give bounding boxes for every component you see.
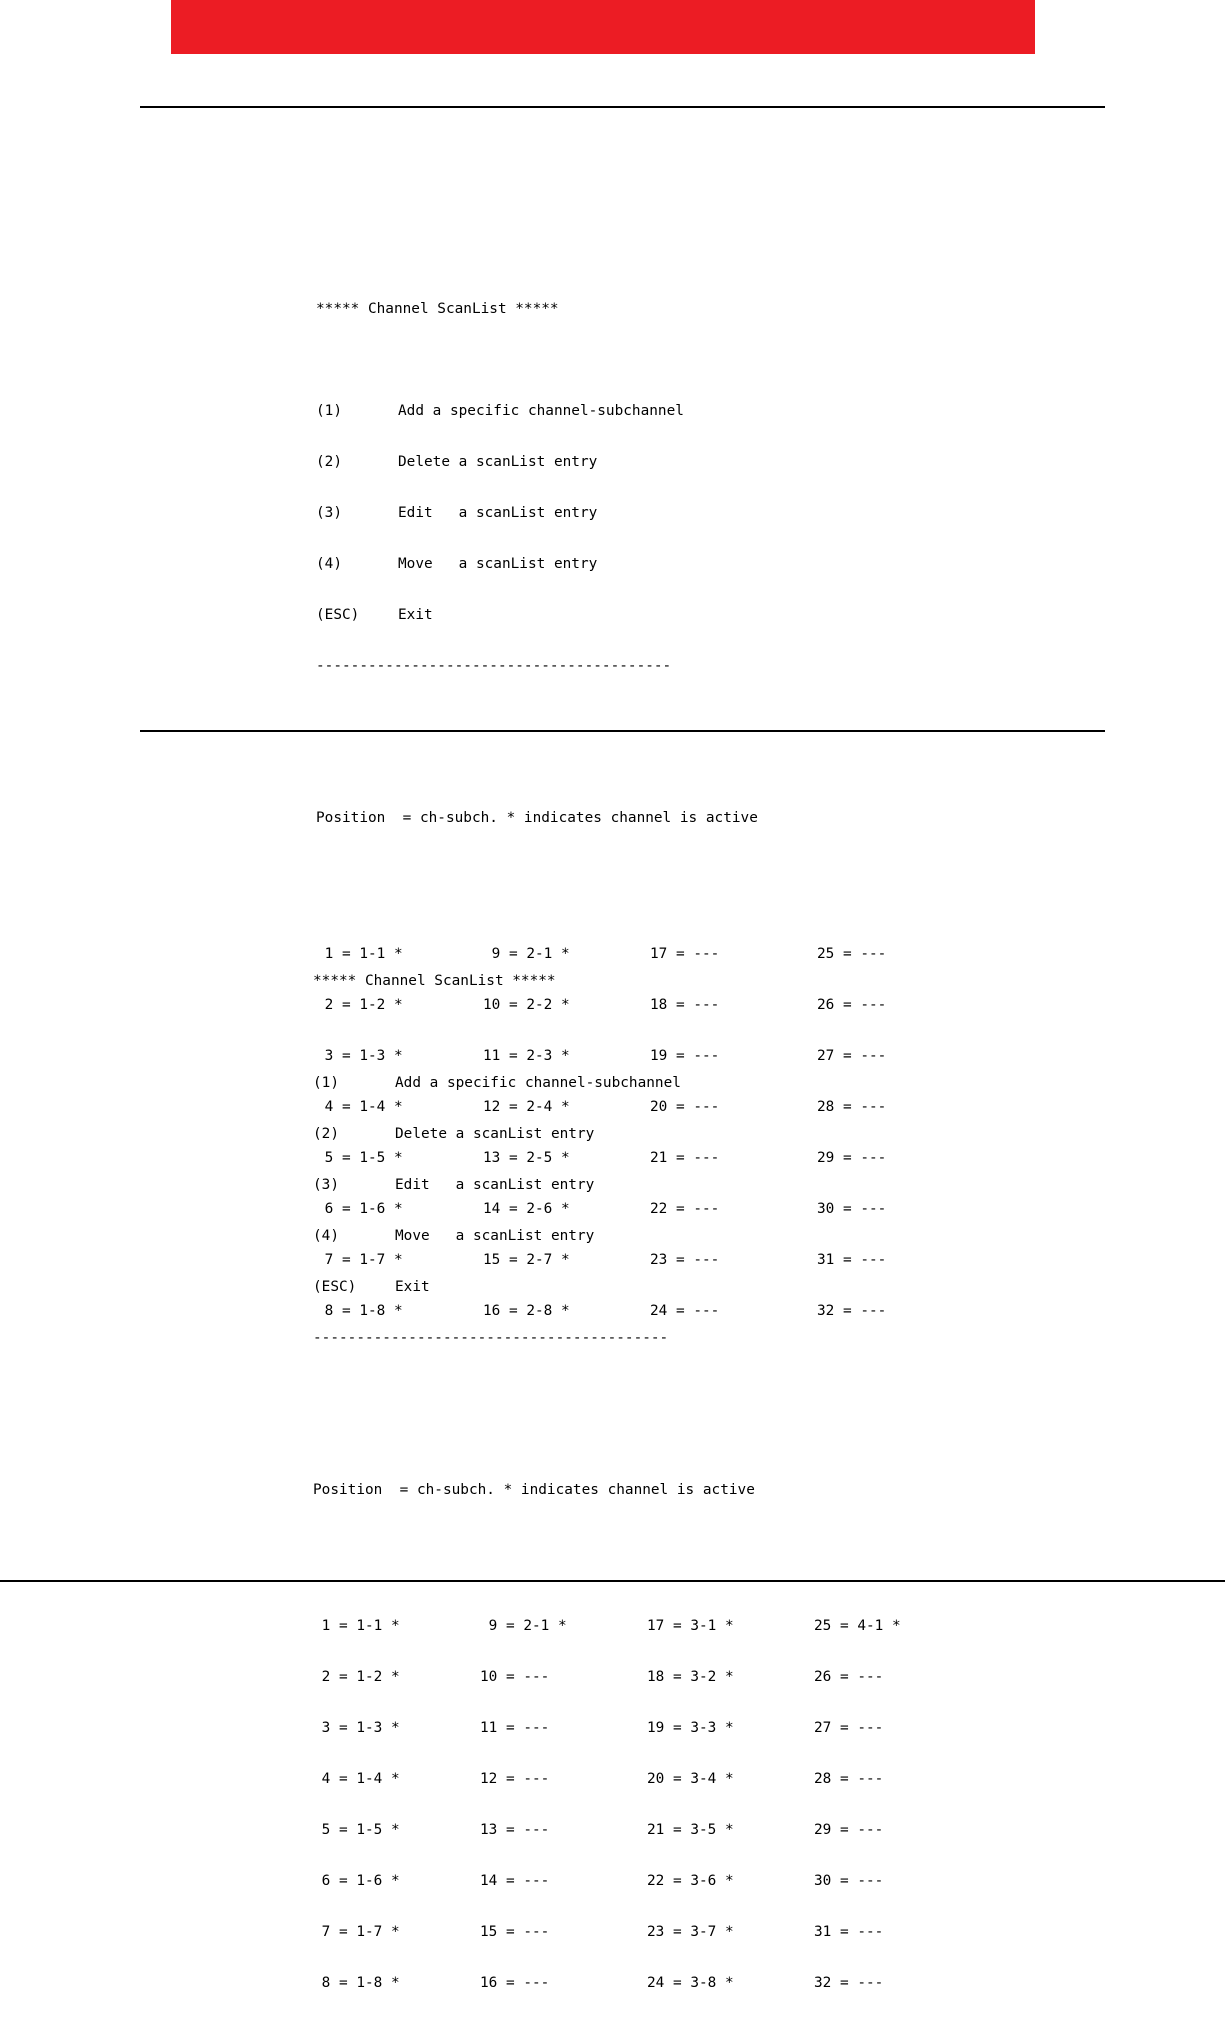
menu-key: (4) (316, 556, 342, 572)
scanlist-entry: 4 = 1-4 * (316, 1099, 403, 1115)
scanlist-entry: 10 = --- (480, 1669, 550, 1685)
menu-text: Move a scanList entry (398, 556, 598, 572)
menu-divider: ----------------------------------------- (316, 658, 672, 674)
scanlist-entry: 3 = 1-3 * (313, 1720, 400, 1736)
scanlist-entry: 7 = 1-7 * (313, 1924, 400, 1940)
scanlist-entry: 28 = --- (814, 1771, 884, 1787)
menu-option-delete[interactable] (313, 1126, 954, 1143)
menu-text: Add a specific channel-subchannel (398, 403, 684, 419)
scanlist-entry: 24 = 3-8 * (647, 1975, 734, 1991)
scanlist-entry: 12 = --- (480, 1771, 550, 1787)
grid-row (313, 1924, 954, 1941)
scanlist-entry: 13 = --- (480, 1822, 550, 1838)
scanlist-entry: 13 = 2-5 * (483, 1150, 570, 1166)
menu-text: Move a scanList entry (395, 1228, 595, 1244)
menu-text: Exit (395, 1279, 430, 1295)
scanlist-entry: 15 = 2-7 * (483, 1252, 570, 1268)
scanlist-entry: 32 = --- (814, 1975, 884, 1991)
menu-divider: ----------------------------------------- (313, 1330, 669, 1346)
scanlist-entry: 7 = 1-7 * (316, 1252, 403, 1268)
scanlist-entry: 23 = 3-7 * (647, 1924, 734, 1940)
scanlist-entry: 14 = 2-6 * (483, 1201, 570, 1217)
scanlist-entry: 12 = 2-4 * (483, 1099, 570, 1115)
scanlist-entry: 14 = --- (480, 1873, 550, 1889)
scanlist-entry: 1 = 1-1 * (313, 1618, 400, 1634)
menu-text: Delete a scanList entry (398, 454, 598, 470)
menu-option-add[interactable] (316, 403, 957, 420)
scanlist-entry: 23 = --- (650, 1252, 720, 1268)
scanlist-entry: 11 = --- (480, 1720, 550, 1736)
scanlist-entry: 26 = --- (817, 997, 887, 1013)
scanlist-entry: 32 = --- (817, 1303, 887, 1319)
bottom-divider-line (0, 1580, 1225, 1582)
scanlist-entry: 17 = 3-1 * (647, 1618, 734, 1634)
scanlist-entry: 29 = --- (817, 1150, 887, 1166)
scanlist-entry: 4 = 1-4 * (313, 1771, 400, 1787)
grid-row (313, 1720, 954, 1737)
menu-option-edit[interactable] (313, 1177, 954, 1194)
scanlist-entry: 9 = 2-1 * (483, 946, 570, 962)
scanlist-entry: 30 = --- (814, 1873, 884, 1889)
scanlist-entry: 16 = --- (480, 1975, 550, 1991)
menu-option-exit[interactable] (313, 1279, 954, 1296)
header-color-bar (171, 0, 1035, 54)
scanlist-entry: 18 = --- (650, 997, 720, 1013)
scanlist-entry: 19 = 3-3 * (647, 1720, 734, 1736)
scanlist-entry: 6 = 1-6 * (316, 1201, 403, 1217)
grid-row (313, 1771, 954, 1788)
scanlist-entry: 8 = 1-8 * (313, 1975, 400, 1991)
scanlist-entry: 25 = --- (817, 946, 887, 962)
scanlist-entry: 18 = 3-2 * (647, 1669, 734, 1685)
position-legend: Position = ch-subch. * indicates channel is active (313, 1482, 755, 1498)
menu-option-move[interactable] (316, 556, 957, 573)
scanlist-entry: 25 = 4-1 * (814, 1618, 901, 1634)
menu-key: (3) (313, 1177, 339, 1193)
menu-key: (ESC) (316, 607, 360, 623)
scanlist-entry: 31 = --- (817, 1252, 887, 1268)
menu-text: Delete a scanList entry (395, 1126, 595, 1142)
scanlist-entry: 31 = --- (814, 1924, 884, 1940)
menu-option-delete[interactable] (316, 454, 957, 471)
scanlist-entry: 21 = 3-5 * (647, 1822, 734, 1838)
scanlist-entry: 28 = --- (817, 1099, 887, 1115)
middle-divider-line (140, 730, 1105, 732)
scanlist-entry: 19 = --- (650, 1048, 720, 1064)
menu-key: (2) (313, 1126, 339, 1142)
menu-text: Edit a scanList entry (395, 1177, 595, 1193)
scanlist-entry: 27 = --- (814, 1720, 884, 1736)
scanlist-entry: 5 = 1-5 * (313, 1822, 400, 1838)
scanlist-entry: 22 = --- (650, 1201, 720, 1217)
menu-option-add[interactable] (313, 1075, 954, 1092)
grid-row (313, 1822, 954, 1839)
grid-row (313, 1618, 954, 1635)
menu-key: (ESC) (313, 1279, 357, 1295)
scanlist-entry: 10 = 2-2 * (483, 997, 570, 1013)
scanlist-entry: 30 = --- (817, 1201, 887, 1217)
position-legend: Position = ch-subch. * indicates channel is active (316, 810, 758, 826)
scanlist-entry: 16 = 2-8 * (483, 1303, 570, 1319)
menu-option-move[interactable] (313, 1228, 954, 1245)
scanlist-entry: 6 = 1-6 * (313, 1873, 400, 1889)
scanlist-entry: 22 = 3-6 * (647, 1873, 734, 1889)
menu-text: Exit (398, 607, 433, 623)
scanlist-entry: 29 = --- (814, 1822, 884, 1838)
scanlist-entry: 15 = --- (480, 1924, 550, 1940)
grid-row (313, 1873, 954, 1890)
menu-option-edit[interactable] (316, 505, 957, 522)
scanlist-entry: 21 = --- (650, 1150, 720, 1166)
scanlist-entry: 27 = --- (817, 1048, 887, 1064)
menu-text: Edit a scanList entry (398, 505, 598, 521)
screen-title: ***** Channel ScanList ***** (316, 301, 559, 317)
menu-key: (2) (316, 454, 342, 470)
scanlist-entry: 20 = 3-4 * (647, 1771, 734, 1787)
menu-option-exit[interactable] (316, 607, 957, 624)
scanlist-entry: 8 = 1-8 * (316, 1303, 403, 1319)
menu-key: (3) (316, 505, 342, 521)
scanlist-entry: 24 = --- (650, 1303, 720, 1319)
menu-text: Add a specific channel-subchannel (395, 1075, 681, 1091)
screen-title: ***** Channel ScanList ***** (313, 973, 556, 989)
menu-key: (1) (313, 1075, 339, 1091)
scanlist-entry: 11 = 2-3 * (483, 1048, 570, 1064)
scanlist-entry: 17 = --- (650, 946, 720, 962)
scanlist-entry: 3 = 1-3 * (316, 1048, 403, 1064)
scanlist-entry: 2 = 1-2 * (313, 1669, 400, 1685)
scanlist-entry: 20 = --- (650, 1099, 720, 1115)
scanlist-entry: 1 = 1-1 * (316, 946, 403, 962)
scanlist-entry: 5 = 1-5 * (316, 1150, 403, 1166)
menu-key: (4) (313, 1228, 339, 1244)
scanlist-entry: 9 = 2-1 * (480, 1618, 567, 1634)
scanlist-terminal-screen-2 (313, 939, 954, 2043)
scanlist-entry: 2 = 1-2 * (316, 997, 403, 1013)
grid-row (313, 1975, 954, 1992)
scanlist-entry: 26 = --- (814, 1669, 884, 1685)
grid-row (313, 1669, 954, 1686)
scanlist-grid (313, 1584, 954, 2026)
menu-key: (1) (316, 403, 342, 419)
top-divider-line (140, 106, 1105, 108)
